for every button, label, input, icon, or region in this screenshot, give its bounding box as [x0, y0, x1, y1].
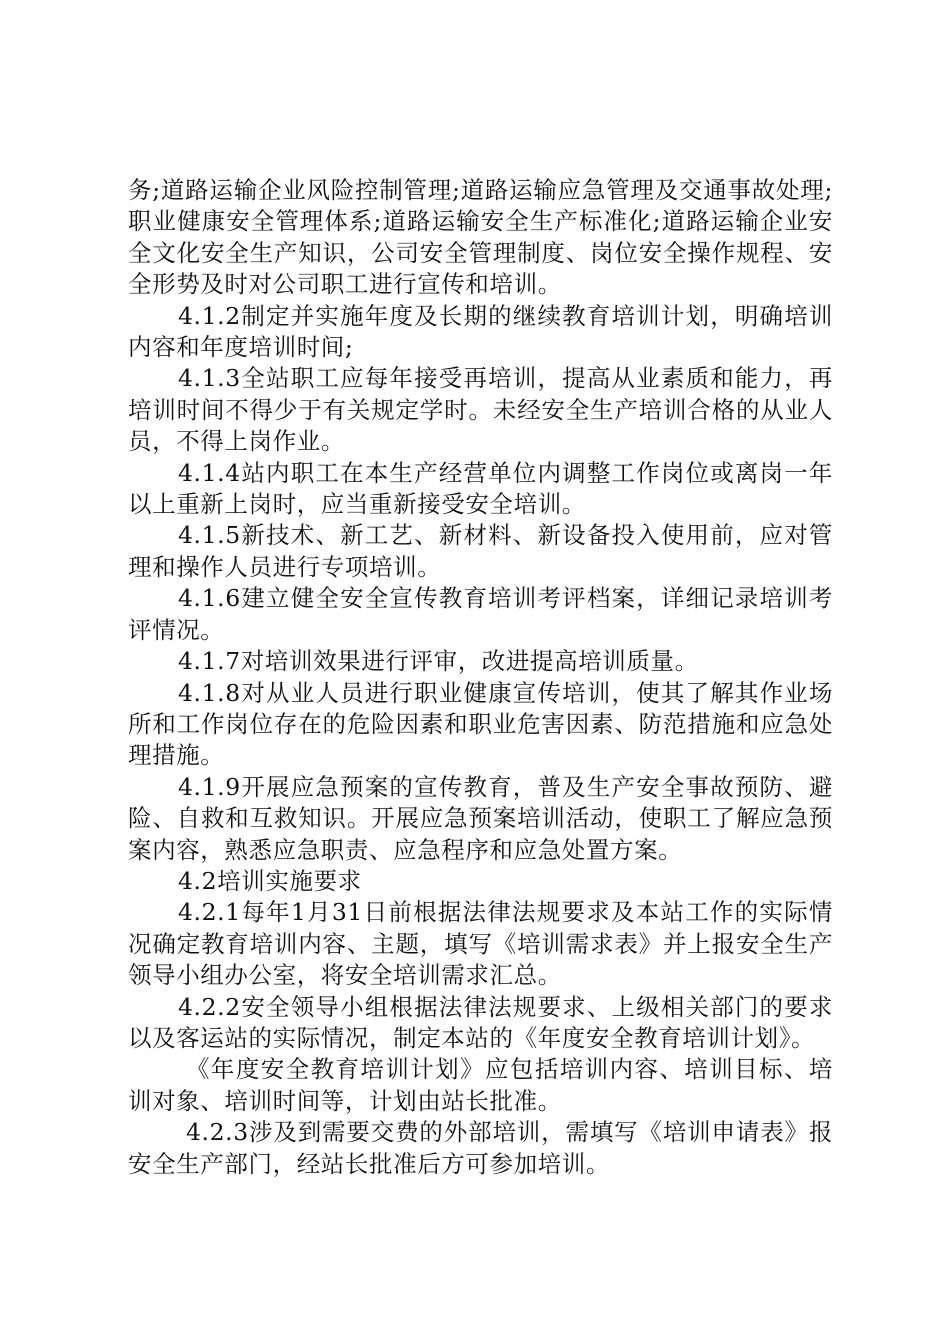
paragraph-continuation: 务;道路运输企业风险控制管理;道路运输应急管理及交通事故处理;职业健康安全管理体系;道路运输安全生产标准化;道路运输企业安全文化安全生产知识，公司安全管理制度、岗位安全操作规程、安全形势及时对公司职工进行宣传和培训。 [128, 176, 833, 299]
paragraph-4-2-2: 4.2.2安全领导小组根据法律法规要求、上级相关部门的要求以及客运站的实际情况，制定本站的《年度安全教育培训计划》。 [128, 992, 833, 1052]
section-heading-4-2: 4.2培训实施要求 [178, 866, 362, 895]
paragraph-4-1-5: 4.1.5新技术、新工艺、新材料、新设备投入使用前，应对管理和操作人员进行专项培训。 [128, 521, 833, 581]
paragraph-4-1-4: 4.1.4站内职工在本生产经营单位内调整工作岗位或离岗一年以上重新上岗时，应当重新接受安全培训。 [128, 458, 833, 519]
document-body [128, 175, 833, 1180]
paragraph-4-1-9: 4.1.9开展应急预案的宣传教育，普及生产安全事故预防、避险、自救和互救知识。开展应急预案培训活动，使职工了解应急预案内容，熟悉应急职责、应急程序和应急处置方案。 [128, 772, 833, 864]
paragraph-4-1-6: 4.1.6建立健全安全宣传教育培训考评档案，详细记录培训考评情况。 [128, 584, 833, 644]
paragraph-4-1-7: 4.1.7对培训效果进行评审，改进提高培训质量。 [178, 647, 699, 676]
paragraph-4-1-3: 4.1.3全站职工应每年接受再培训，提高从业素质和能力，再培训时间不得少于有关规定学时。未经安全生产培训合格的从业人员，不得上岗作业。 [128, 364, 833, 456]
paragraph-4-1-2: 4.1.2制定并实施年度及长期的继续教育培训计划，明确培训内容和年度培训时间; [128, 301, 833, 362]
paragraph-plan-contents: 《年度安全教育培训计划》应包括培训内容、培训目标、培训对象、培训时间等，计划由站长批准。 [128, 1055, 833, 1115]
paragraph-4-1-8: 4.1.8对从业人员进行职业健康宣传培训，使其了解其作业场所和工作岗位存在的危险因素和职业危害因素、防范措施和应急处理措施。 [128, 678, 833, 770]
paragraph-4-2-1: 4.2.1每年1月31日前根据法律法规要求及本站工作的实际情况确定教育培训内容、主题，填写《培训需求表》并上报安全生产领导小组办公室，将安全培训需求汇总。 [128, 898, 833, 990]
paragraph-4-2-3: 4.2.3涉及到需要交费的外部培训，需填写《培训申请表》报安全生产部门，经站长批准后方可参加培训。 [128, 1118, 833, 1178]
